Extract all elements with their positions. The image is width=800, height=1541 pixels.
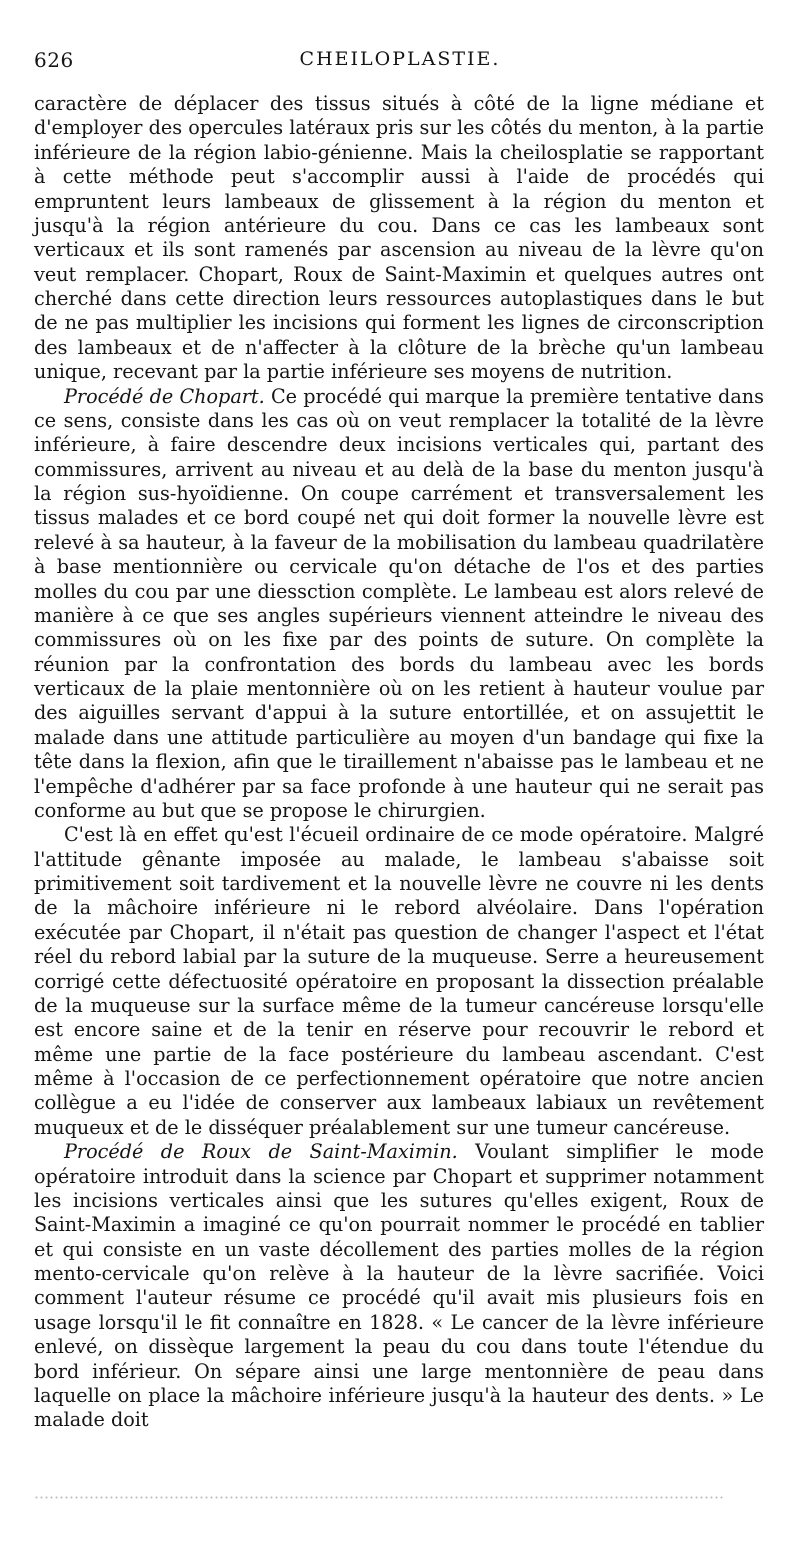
section-heading: Procédé de Chopart. xyxy=(64,384,265,408)
footer-rule xyxy=(34,1496,724,1499)
paragraph xyxy=(34,823,764,1140)
page-header xyxy=(34,48,766,84)
running-head: CHEILOPLASTIE. xyxy=(299,48,501,70)
paragraph xyxy=(34,385,764,824)
paragraph-text: caractère de déplacer des tissus situés à côté de la ligne médiane et d'employer des opercules latéraux pris sur les côtés du menton, à la partie inférieure de la région labio-génienne. Mais la cheilosplatie se rapportant à cette méthode peut s'accomplir aussi à l'aide de procédés qui empruntent leurs lambeaux de glissement à la région du menton et jusqu'à la région antérieure du cou. Dans ce cas les lambeaux sont verticaux et ils sont ramenés par ascension au niveau de la lèvre qu'on veut remplacer. Chopart, Roux de Saint-Maximin et quelques autres ont cherché dans cette direction leurs ressources autoplastiques dans le but de ne pas multiplier les incisions qui forment les lignes de circonscription des lambeaux et de n'affecter à la clôture de la brèche qu'un lambeau unique, recevant par la partie inférieure ses moyens de nutrition. xyxy=(34,92,764,384)
paragraph xyxy=(34,92,764,385)
paragraph-text: C'est là en effet qu'est l'écueil ordinaire de ce mode opératoire. Malgré l'attitude gênante imposée au malade, le lambeau s'abaisse soit primitivement soit tardivement et la nouvelle lèvre ne couvre ni les dents de la mâchoire inférieure ni le rebord alvéolaire. Dans l'opération exécutée par Chopart, il n'était pas question de changer l'aspect et l'état réel du rebord labial par la suture de la muqueuse. Serre a heureusement corrigé cette défectuosité opératoire en proposant la dissection préalable de la muqueuse sur la surface même de la tumeur cancéreuse lorsqu'elle est encore saine et de la tenir en réserve pour recouvrir le rebord et même une partie de la face postérieure du lambeau ascendant. C'est même à l'occasion de ce perfectionnement opératoire que notre ancien collègue a eu l'idée de conserver aux lambeaux labiaux un revêtement muqueux et de le disséquer préalablement sur une tumeur cancéreuse. xyxy=(34,823,764,1139)
body-text xyxy=(34,92,764,1433)
paragraph-text: Voulant simplifier le mode opératoire introduit dans la science par Chopart et supprimer notamment les incisions verticales ainsi que les sutures qu'elles exigent, Roux de Saint-Maximin a imaginé ce qu'on pourrait nommer le procédé en tablier et qui consiste en un vaste décollement des parties molles de la région mento-cervicale qu'on relève à la hauteur de la lèvre sacrifiée. Voici comment l'auteur résume ce procédé qu'il avait mis plusieurs fois en usage lorsqu'il le fit connaître en 1828. « Le cancer de la lèvre inférieure enlevé, on dissèque largement la peau du cou dans toute l'étendue du bord inférieur. On sépare ainsi une large mentonnière de peau dans laquelle on place la mâchoire inférieure jusqu'à la hauteur des dents. » Le malade doit xyxy=(34,1140,764,1432)
section-heading: Procédé de Roux de Saint-Maximin. xyxy=(64,1140,458,1164)
paragraph xyxy=(34,1140,764,1433)
paragraph-text: Ce procédé qui marque la première tentative dans ce sens, consiste dans les cas où on veut remplacer la totalité de la lèvre inférieure, à faire descendre deux incisions verticales qui, partant des commissures, arrivent au niveau et au delà de la base du menton jusqu'à la région sus-hyoïdienne. On coupe carrément et transversalement les tissus malades et ce bord coupé net qui doit former la nouvelle lèvre est relevé à sa hauteur, à la faveur de la mobilisation du lambeau quadrilatère à base mentionnière ou cervicale qu'on détache de l'os et des parties molles du cou par une diessction complète. Le lambeau est alors relevé de manière à ce que ses angles supérieurs viennent atteindre le niveau des commissures où on les fixe par des points de suture. On complète la réunion par la confrontation des bords du lambeau avec les bords verticaux de la plaie mentonnière où on les retient à hauteur voulue par des aiguilles servant d'appui à la suture entortillée, et on assujettit le malade dans une attitude particulière au moyen d'un bandage qui fixe la tête dans la flexion, afin que le tiraillement n'abaisse pas le lambeau et ne l'empêche d'adhérer par sa face profonde à une hauteur qui ne serait pas conforme au but que se propose le chirurgien. xyxy=(34,384,764,822)
page-number: 626 xyxy=(34,48,74,72)
